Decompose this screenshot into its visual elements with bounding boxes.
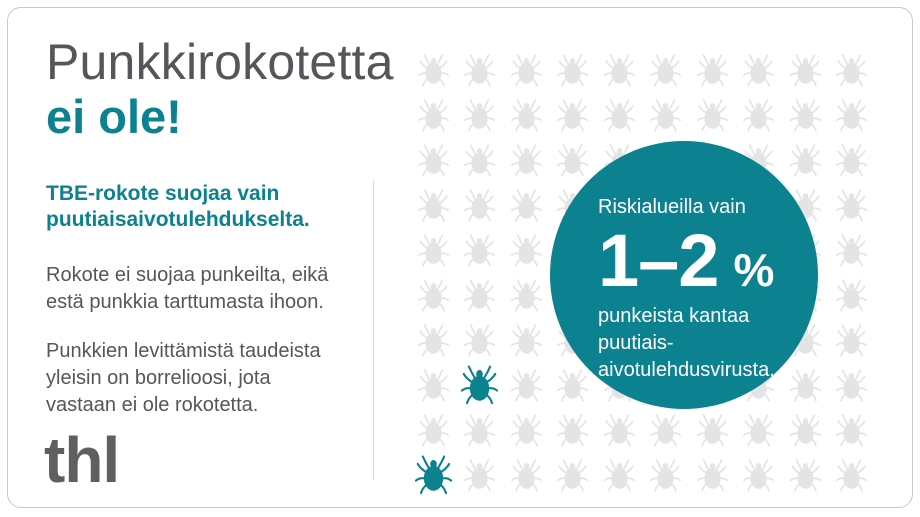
tick-cell (503, 363, 550, 408)
tick-icon (511, 144, 542, 178)
tick-cell (410, 48, 457, 93)
tick-cell (503, 273, 550, 318)
tick-icon (464, 234, 495, 268)
tick-cell (782, 408, 829, 453)
tick-cell (410, 273, 457, 318)
tick-icon (464, 414, 495, 448)
tick-cell (503, 228, 550, 273)
tick-icon (836, 189, 867, 223)
page-title: Punkkirokotetta (46, 34, 394, 90)
tick-icon (790, 459, 821, 493)
tick-cell (782, 138, 829, 183)
body-line: yleisin on borrelioosi, jota (46, 367, 271, 390)
tick-cell (829, 183, 876, 228)
tick-icon (836, 279, 867, 313)
tick-cell (410, 318, 457, 363)
tick-icon (836, 54, 867, 88)
tick-cell (596, 453, 643, 498)
tick-icon (418, 189, 449, 223)
vertical-divider (373, 180, 374, 480)
tick-cell (503, 453, 550, 498)
tick-icon (418, 99, 449, 133)
tick-cell (829, 453, 876, 498)
tick-icon (697, 459, 728, 493)
lead-line: TBE-rokote suojaa vain (46, 182, 280, 206)
tick-icon (511, 234, 542, 268)
tick-cell (736, 453, 783, 498)
tick-icon (418, 369, 449, 403)
tick-cell (736, 93, 783, 138)
tick-icon (836, 369, 867, 403)
left-panel (46, 34, 394, 420)
tick-icon (557, 369, 588, 403)
tick-cell (410, 183, 457, 228)
tick-icon (464, 99, 495, 133)
tick-cell (457, 48, 504, 93)
tick-cell (643, 408, 690, 453)
tick-cell (410, 363, 457, 408)
tick-icon (511, 99, 542, 133)
badge-caption-line: punkeista kantaa puutiais- (598, 305, 750, 355)
body-line: Rokote ei suojaa punkeilta, eikä (46, 263, 329, 286)
tick-icon (697, 99, 728, 133)
tick-cell (457, 363, 504, 408)
infographic-card (7, 7, 913, 508)
tick-cell (550, 48, 597, 93)
tick-icon (836, 234, 867, 268)
tick-cell (689, 408, 736, 453)
highlight-circle (550, 141, 818, 409)
tick-icon (650, 99, 681, 133)
page-title-emphasis: ei ole! (46, 90, 182, 143)
tick-icon (557, 99, 588, 133)
tick-cell (829, 363, 876, 408)
tick-icon (464, 279, 495, 313)
tick-icon (511, 459, 542, 493)
tick-cell (410, 93, 457, 138)
tick-icon (557, 414, 588, 448)
tick-icon (836, 144, 867, 178)
thl-logo: thl (44, 424, 120, 496)
tick-cell (550, 408, 597, 453)
tick-icon (604, 414, 635, 448)
tick-cell (503, 318, 550, 363)
tick-cell (736, 48, 783, 93)
tick-cell (457, 93, 504, 138)
tick-icon (743, 459, 774, 493)
tick-cell (829, 93, 876, 138)
tick-icon (511, 414, 542, 448)
tick-cell (782, 93, 829, 138)
tick-cell (503, 48, 550, 93)
tick-cell (457, 273, 504, 318)
tick-icon (836, 459, 867, 493)
tick-icon (511, 324, 542, 358)
tick-icon (650, 414, 681, 448)
badge-intro-text: Riskialueilla vain (598, 196, 746, 218)
tick-cell (550, 453, 597, 498)
tick-icon-highlighted (415, 455, 452, 496)
tick-icon (836, 324, 867, 358)
tick-cell (829, 138, 876, 183)
tick-cell (643, 453, 690, 498)
tick-cell (457, 318, 504, 363)
tick-icon (511, 369, 542, 403)
body-line: Punkkien levittämistä taudeista (46, 340, 321, 363)
tick-icon (836, 99, 867, 133)
tick-icon (557, 54, 588, 88)
tick-cell (457, 138, 504, 183)
tick-cell (410, 138, 457, 183)
tick-icon (464, 459, 495, 493)
tick-cell (782, 48, 829, 93)
badge-caption-line: aivotulehdusvirusta. (598, 358, 775, 381)
tick-cell (689, 453, 736, 498)
tick-icon (790, 99, 821, 133)
tick-cell (410, 453, 457, 498)
tick-cell (689, 48, 736, 93)
tick-icon (464, 189, 495, 223)
tick-cell (457, 453, 504, 498)
tick-icon (604, 54, 635, 88)
body-line: vastaan ei ole rokotetta. (46, 394, 259, 417)
tick-cell (503, 93, 550, 138)
tick-icon (511, 189, 542, 223)
tick-cell (643, 48, 690, 93)
tick-icon (418, 414, 449, 448)
tick-icon-highlighted (461, 365, 498, 406)
tick-icon (604, 99, 635, 133)
tick-cell (457, 228, 504, 273)
tick-cell (829, 228, 876, 273)
tick-cell (689, 93, 736, 138)
tick-cell (457, 183, 504, 228)
tick-cell (503, 183, 550, 228)
tick-icon (418, 54, 449, 88)
badge-caption (598, 303, 792, 383)
tick-cell (829, 48, 876, 93)
tick-icon (604, 459, 635, 493)
body-paragraph-1 (46, 262, 376, 316)
tick-icon (697, 414, 728, 448)
tick-cell (829, 318, 876, 363)
tick-icon (418, 144, 449, 178)
tick-icon (418, 234, 449, 268)
tick-cell (550, 138, 597, 183)
tick-cell (596, 408, 643, 453)
tick-cell (829, 408, 876, 453)
body-paragraph-2 (46, 338, 376, 420)
tick-icon (418, 324, 449, 358)
tick-cell (503, 408, 550, 453)
tick-icon (743, 54, 774, 88)
tick-icon (790, 369, 821, 403)
tick-icon (790, 414, 821, 448)
tick-cell (596, 48, 643, 93)
tick-icon (557, 144, 588, 178)
tick-icon (743, 414, 774, 448)
tick-cell (457, 408, 504, 453)
tick-icon (697, 54, 728, 88)
tick-cell (410, 408, 457, 453)
tick-cell (782, 453, 829, 498)
tick-icon (836, 414, 867, 448)
tick-cell (736, 408, 783, 453)
tick-icon (464, 324, 495, 358)
tick-cell (643, 93, 690, 138)
tick-icon (790, 144, 821, 178)
tick-cell (596, 93, 643, 138)
tick-cell (503, 138, 550, 183)
lead-line: puutiaisaivotulehdukselta. (46, 207, 310, 231)
badge-unit: % (733, 244, 775, 296)
tick-cell (410, 228, 457, 273)
tick-icon (557, 459, 588, 493)
tick-icon (743, 99, 774, 133)
tick-icon (511, 279, 542, 313)
body-line: estä punkkia tarttumasta ihoon. (46, 290, 324, 313)
tick-icon (511, 54, 542, 88)
tick-icon (790, 54, 821, 88)
tick-icon (650, 54, 681, 88)
tick-cell (550, 93, 597, 138)
tick-icon (418, 279, 449, 313)
tick-icon (464, 144, 495, 178)
tick-icon (650, 459, 681, 493)
tick-icon (464, 54, 495, 88)
lead-text (46, 181, 376, 231)
badge-value-row (598, 219, 792, 302)
badge-value: 1–2 (598, 219, 719, 302)
tick-cell (829, 273, 876, 318)
